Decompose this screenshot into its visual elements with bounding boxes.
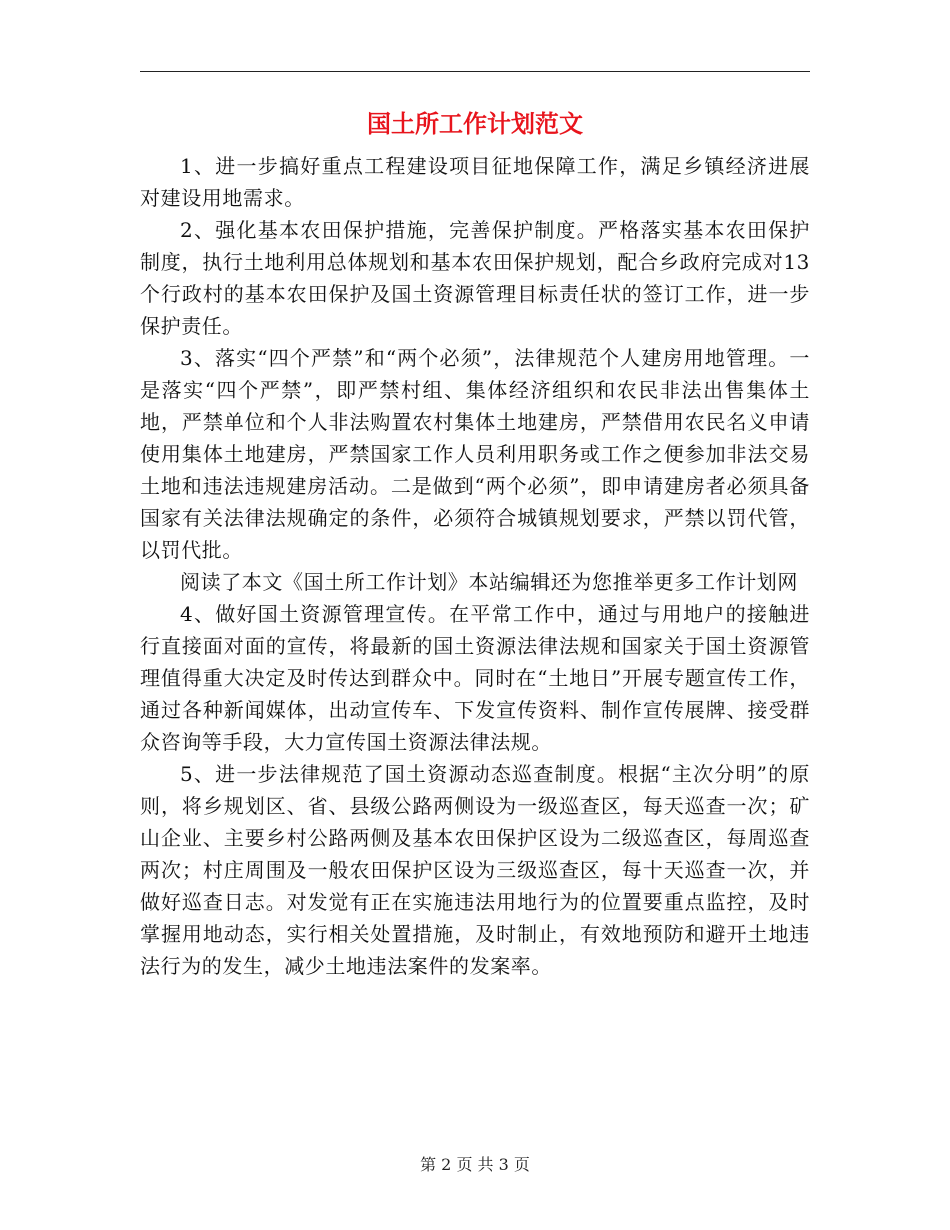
document-title: 国土所工作计划范文 <box>367 109 583 138</box>
document-body <box>140 150 810 982</box>
paragraph-4: 4、做好国土资源管理宣传。在平常工作中，通过与用地户的接触进行直接面对面的宣传，将最新的国土资源法律法规和国家关于国土资源管理值得重大决定及时传达到群众中。同时在“土地日”开展专题宣传工作，通过各种新闻媒体，出动宣传车、下发宣传资料、制作宣传展牌、接受群众咨询等手段，大力宣传国土资源法律法规。 <box>140 602 810 754</box>
header-rule <box>140 71 810 72</box>
page-number-footer: 第 2 页 共 3 页 <box>420 1155 530 1174</box>
paragraph-5: 5、进一步法律规范了国土资源动态巡查制度。根据“主次分明”的原则，将乡规划区、省、县级公路两侧设为一级巡查区，每天巡查一次；矿山企业、主要乡村公路两侧及基本农田保护区设为二级巡查区，每周巡查两次；村庄周围及一般农田保护区设为三级巡查区，每十天巡查一次，并做好巡查日志。对发觉有正在实施违法用地行为的位置要重点监控，及时掌握用地动态，实行相关处置措施，及时制止，有效地预防和避开土地违法行为的发生，减少土地违法案件的发案率。 <box>140 762 810 978</box>
paragraph-recommendation: 阅读了本文《国土所工作计划》本站编辑还为您推举更多工作计划网 <box>180 570 798 594</box>
paragraph-3: 3、落实“四个严禁”和“两个必须”，法律规范个人建房用地管理。一是落实“四个严禁”，即严禁村组、集体经济组织和农民非法出售集体土地，严禁单位和个人非法购置农村集体土地建房，严禁借用农民名义申请使用集体土地建房，严禁国家工作人员利用职务或工作之便参加非法交易土地和违法违规建房活动。二是做到“两个必须”，即申请建房者必须具备国家有关法律法规确定的条件，必须符合城镇规划要求，严禁以罚代管，以罚代批。 <box>140 346 810 562</box>
paragraph-1: 1、进一步搞好重点工程建设项目征地保障工作，满足乡镇经济进展对建设用地需求。 <box>140 154 810 210</box>
paragraph-2: 2、强化基本农田保护措施，完善保护制度。严格落实基本农田保护制度，执行土地利用总体规划和基本农田保护规划，配合乡政府完成对13个行政村的基本农田保护及国土资源管理目标责任状的签订工作，进一步保护责任。 <box>140 218 810 338</box>
